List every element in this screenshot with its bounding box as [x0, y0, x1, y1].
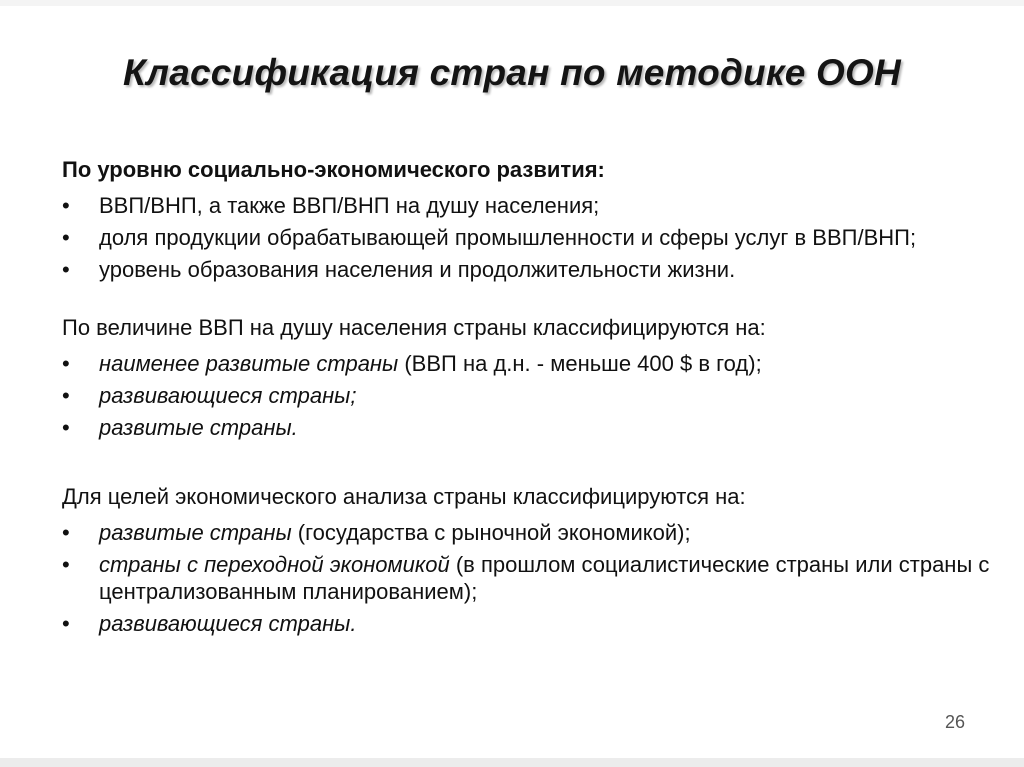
- list-item-text: доля продукции обрабатывающей промышленности и сферы услуг в ВВП/ВНП;: [99, 225, 917, 250]
- bullet-icon: •: [62, 611, 70, 636]
- section-spacer: [62, 446, 1002, 483]
- slide-content: [62, 156, 1002, 642]
- gdp-classification-list: [62, 350, 1002, 441]
- bullet-icon: •: [62, 383, 70, 408]
- country-category-note: (ВВП на д.н. - меньше 400 $ в год);: [398, 351, 762, 376]
- bullet-icon: •: [62, 193, 70, 218]
- country-category-term: страны с переходной экономикой: [99, 552, 450, 577]
- list-item: [62, 224, 1002, 251]
- list-item: [62, 350, 1002, 377]
- section-heading-development: По уровню социально-экономического развития:: [62, 157, 605, 182]
- list-item-text: уровень образования населения и продолжительности жизни.: [99, 257, 736, 282]
- country-category-term: развитые страны.: [99, 415, 298, 440]
- list-item: [62, 382, 1002, 409]
- page-number: 26: [944, 712, 965, 732]
- list-item: [62, 551, 1002, 605]
- list-item: [62, 414, 1002, 441]
- list-item: [62, 192, 1002, 219]
- section-spacer: [62, 288, 1002, 314]
- section-intro-gdp: По величине ВВП на душу населения страны классифицируются на:: [62, 315, 766, 340]
- bullet-icon: •: [62, 552, 70, 577]
- slide-title: Классификация стран по методике ООН: [123, 52, 901, 93]
- list-item: [62, 256, 1002, 283]
- list-item: [62, 610, 1002, 637]
- country-category-term: развивающиеся страны.: [99, 611, 357, 636]
- section-intro-analysis: Для целей экономического анализа страны классифицируются на:: [62, 484, 746, 509]
- country-category-term: развивающиеся страны;: [99, 383, 357, 408]
- country-category-term: развитые страны: [99, 520, 292, 545]
- country-category-note: (в прошлом социалистические страны или страны с централизованным планированием);: [99, 552, 990, 604]
- country-category-note: (государства с рыночной экономикой);: [291, 520, 691, 545]
- analysis-classification-list: [62, 519, 1002, 637]
- country-category-term: наименее развитые страны: [99, 351, 399, 376]
- bullet-icon: •: [62, 225, 70, 250]
- list-item: [62, 519, 1002, 546]
- bullet-icon: •: [62, 520, 70, 545]
- criteria-list: [62, 192, 1002, 283]
- bullet-icon: •: [62, 415, 70, 440]
- list-item-text: ВВП/ВНП, а также ВВП/ВНП на душу населения;: [99, 193, 600, 218]
- bullet-icon: •: [62, 351, 70, 376]
- bullet-icon: •: [62, 257, 70, 282]
